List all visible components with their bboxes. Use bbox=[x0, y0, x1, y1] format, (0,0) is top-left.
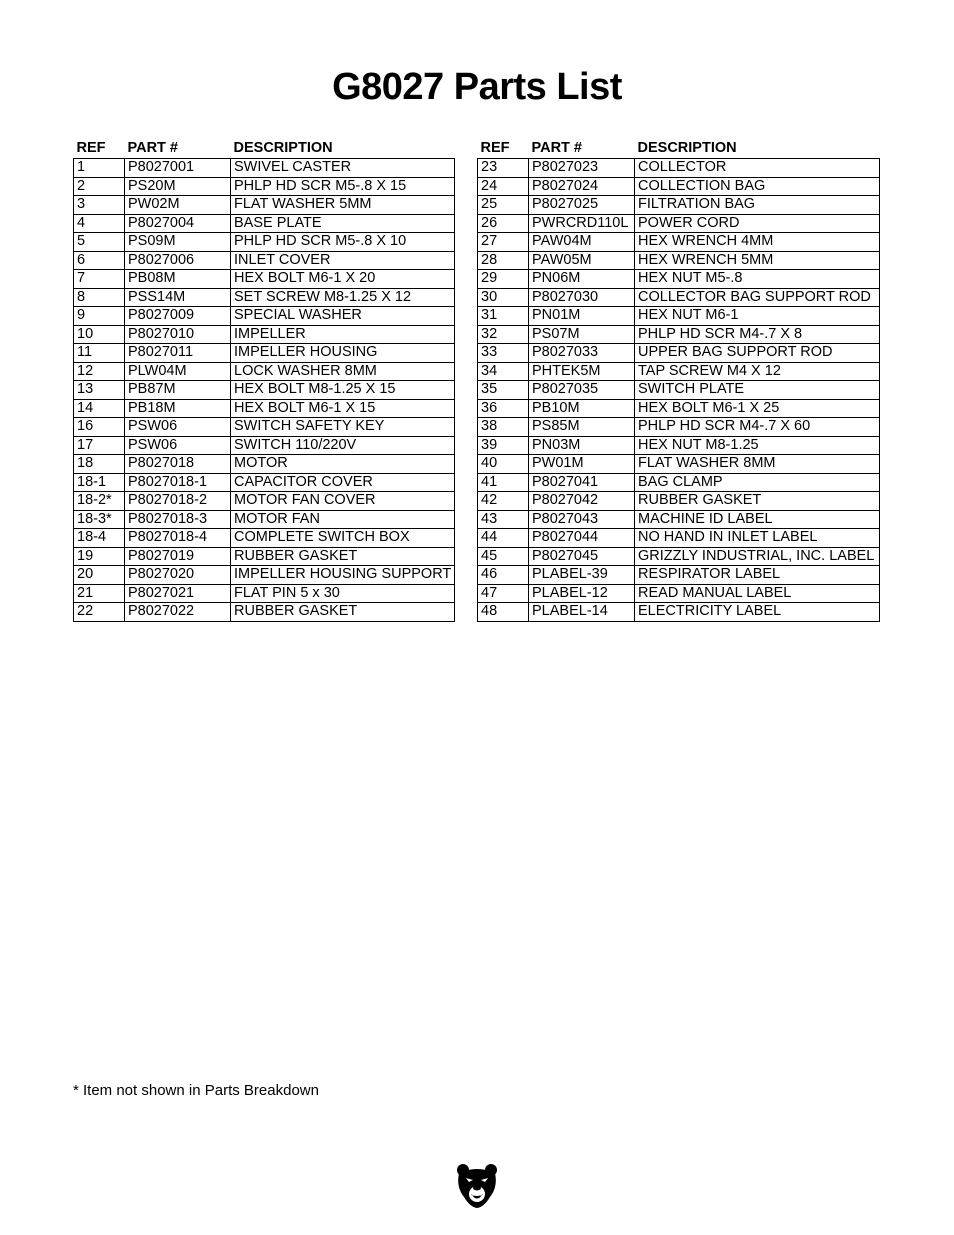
cell-description: MOTOR FAN bbox=[231, 510, 455, 529]
cell-ref: 28 bbox=[478, 251, 529, 270]
column-header-ref: REF bbox=[478, 139, 529, 159]
cell-description: HEX NUT M6-1 bbox=[635, 307, 880, 326]
table-row bbox=[74, 455, 455, 474]
table-row bbox=[74, 233, 455, 252]
column-header-part: PART # bbox=[125, 139, 231, 159]
table-row bbox=[74, 473, 455, 492]
cell-ref: 40 bbox=[478, 455, 529, 474]
cell-part-number: P8027018-4 bbox=[125, 529, 231, 548]
cell-part-number: P8027018-2 bbox=[125, 492, 231, 511]
table-row bbox=[74, 344, 455, 363]
cell-part-number: P8027042 bbox=[529, 492, 635, 511]
footnote: * Item not shown in Parts Breakdown bbox=[73, 1082, 319, 1099]
cell-ref: 39 bbox=[478, 436, 529, 455]
cell-description: HEX BOLT M6-1 X 15 bbox=[231, 399, 455, 418]
cell-part-number: P8027004 bbox=[125, 214, 231, 233]
cell-part-number: PB87M bbox=[125, 381, 231, 400]
cell-description: SWIVEL CASTER bbox=[231, 159, 455, 178]
cell-part-number: PLW04M bbox=[125, 362, 231, 381]
cell-part-number: PHTEK5M bbox=[529, 362, 635, 381]
cell-part-number: P8027021 bbox=[125, 584, 231, 603]
cell-ref: 30 bbox=[478, 288, 529, 307]
cell-part-number: P8027044 bbox=[529, 529, 635, 548]
cell-ref: 36 bbox=[478, 399, 529, 418]
table-row bbox=[478, 233, 880, 252]
cell-part-number: PN01M bbox=[529, 307, 635, 326]
cell-ref: 41 bbox=[478, 473, 529, 492]
cell-part-number: PS20M bbox=[125, 177, 231, 196]
cell-ref: 22 bbox=[74, 603, 125, 622]
cell-ref: 25 bbox=[478, 196, 529, 215]
cell-description: BASE PLATE bbox=[231, 214, 455, 233]
cell-description: PHLP HD SCR M5-.8 X 15 bbox=[231, 177, 455, 196]
table-row bbox=[478, 344, 880, 363]
cell-part-number: PN06M bbox=[529, 270, 635, 289]
cell-part-number: P8027019 bbox=[125, 547, 231, 566]
cell-ref: 38 bbox=[478, 418, 529, 437]
table-row bbox=[478, 547, 880, 566]
cell-part-number: PAW05M bbox=[529, 251, 635, 270]
cell-part-number: P8027022 bbox=[125, 603, 231, 622]
cell-ref: 26 bbox=[478, 214, 529, 233]
cell-part-number: P8027023 bbox=[529, 159, 635, 178]
cell-ref: 17 bbox=[74, 436, 125, 455]
cell-ref: 18-4 bbox=[74, 529, 125, 548]
table-row bbox=[74, 214, 455, 233]
cell-ref: 18-1 bbox=[74, 473, 125, 492]
cell-ref: 14 bbox=[74, 399, 125, 418]
cell-ref: 34 bbox=[478, 362, 529, 381]
table-row bbox=[74, 307, 455, 326]
cell-part-number: PB18M bbox=[125, 399, 231, 418]
cell-part-number: PW01M bbox=[529, 455, 635, 474]
cell-description: IMPELLER HOUSING bbox=[231, 344, 455, 363]
table-row bbox=[478, 584, 880, 603]
cell-ref: 9 bbox=[74, 307, 125, 326]
table-row bbox=[478, 159, 880, 178]
cell-ref: 16 bbox=[74, 418, 125, 437]
cell-ref: 2 bbox=[74, 177, 125, 196]
cell-ref: 45 bbox=[478, 547, 529, 566]
cell-ref: 4 bbox=[74, 214, 125, 233]
cell-description: RUBBER GASKET bbox=[231, 603, 455, 622]
table-row bbox=[74, 325, 455, 344]
table-header-row bbox=[478, 139, 880, 159]
cell-description: BAG CLAMP bbox=[635, 473, 880, 492]
cell-ref: 8 bbox=[74, 288, 125, 307]
cell-ref: 5 bbox=[74, 233, 125, 252]
cell-description: READ MANUAL LABEL bbox=[635, 584, 880, 603]
table-row bbox=[478, 251, 880, 270]
cell-ref: 35 bbox=[478, 381, 529, 400]
cell-description: CAPACITOR COVER bbox=[231, 473, 455, 492]
table-row bbox=[478, 307, 880, 326]
cell-ref: 27 bbox=[478, 233, 529, 252]
cell-ref: 23 bbox=[478, 159, 529, 178]
cell-part-number: PLABEL-14 bbox=[529, 603, 635, 622]
cell-description: FILTRATION BAG bbox=[635, 196, 880, 215]
table-row bbox=[478, 566, 880, 585]
cell-description: NO HAND IN INLET LABEL bbox=[635, 529, 880, 548]
cell-ref: 33 bbox=[478, 344, 529, 363]
table-row bbox=[74, 399, 455, 418]
cell-ref: 29 bbox=[478, 270, 529, 289]
parts-table-right bbox=[477, 139, 880, 622]
cell-part-number: P8027018-1 bbox=[125, 473, 231, 492]
parts-table-left bbox=[73, 139, 455, 622]
cell-ref: 7 bbox=[74, 270, 125, 289]
cell-description: COLLECTOR bbox=[635, 159, 880, 178]
column-header-description: DESCRIPTION bbox=[231, 139, 455, 159]
cell-description: RUBBER GASKET bbox=[231, 547, 455, 566]
cell-description: HEX BOLT M6-1 X 25 bbox=[635, 399, 880, 418]
cell-description: HEX WRENCH 5MM bbox=[635, 251, 880, 270]
cell-ref: 11 bbox=[74, 344, 125, 363]
cell-description: INLET COVER bbox=[231, 251, 455, 270]
cell-description: HEX NUT M8-1.25 bbox=[635, 436, 880, 455]
cell-part-number: P8027018 bbox=[125, 455, 231, 474]
cell-description: COMPLETE SWITCH BOX bbox=[231, 529, 455, 548]
cell-description: PHLP HD SCR M5-.8 X 10 bbox=[231, 233, 455, 252]
cell-part-number: PWRCRD110L bbox=[529, 214, 635, 233]
cell-ref: 3 bbox=[74, 196, 125, 215]
cell-description: MOTOR FAN COVER bbox=[231, 492, 455, 511]
cell-ref: 20 bbox=[74, 566, 125, 585]
page-title: G8027 Parts List bbox=[332, 66, 622, 108]
cell-description: TAP SCREW M4 X 12 bbox=[635, 362, 880, 381]
table-row bbox=[74, 436, 455, 455]
table-row bbox=[74, 288, 455, 307]
column-header-description: DESCRIPTION bbox=[635, 139, 880, 159]
cell-description: HEX WRENCH 4MM bbox=[635, 233, 880, 252]
table-row bbox=[478, 325, 880, 344]
table-row bbox=[478, 603, 880, 622]
cell-ref: 19 bbox=[74, 547, 125, 566]
cell-part-number: PSS14M bbox=[125, 288, 231, 307]
cell-description: SWITCH 110/220V bbox=[231, 436, 455, 455]
cell-description: SET SCREW M8-1.25 X 12 bbox=[231, 288, 455, 307]
table-row bbox=[74, 270, 455, 289]
cell-part-number: P8027030 bbox=[529, 288, 635, 307]
cell-description: FLAT WASHER 5MM bbox=[231, 196, 455, 215]
cell-part-number: P8027001 bbox=[125, 159, 231, 178]
table-row bbox=[478, 177, 880, 196]
table-row bbox=[74, 584, 455, 603]
table-row bbox=[478, 214, 880, 233]
cell-part-number: PLABEL-12 bbox=[529, 584, 635, 603]
table-row bbox=[74, 547, 455, 566]
column-header-part: PART # bbox=[529, 139, 635, 159]
cell-description: ELECTRICITY LABEL bbox=[635, 603, 880, 622]
table-row bbox=[478, 473, 880, 492]
cell-part-number: PAW04M bbox=[529, 233, 635, 252]
table-row bbox=[74, 603, 455, 622]
cell-part-number: PS85M bbox=[529, 418, 635, 437]
cell-description: SPECIAL WASHER bbox=[231, 307, 455, 326]
column-header-ref: REF bbox=[74, 139, 125, 159]
cell-ref: 46 bbox=[478, 566, 529, 585]
cell-ref: 21 bbox=[74, 584, 125, 603]
cell-description: HEX BOLT M6-1 X 20 bbox=[231, 270, 455, 289]
cell-ref: 1 bbox=[74, 159, 125, 178]
cell-ref: 47 bbox=[478, 584, 529, 603]
cell-ref: 10 bbox=[74, 325, 125, 344]
table-row bbox=[74, 418, 455, 437]
cell-description: GRIZZLY INDUSTRIAL, INC. LABEL bbox=[635, 547, 880, 566]
table-row bbox=[478, 196, 880, 215]
table-row bbox=[478, 381, 880, 400]
cell-description: PHLP HD SCR M4-.7 X 8 bbox=[635, 325, 880, 344]
cell-description: COLLECTOR BAG SUPPORT ROD bbox=[635, 288, 880, 307]
cell-part-number: PS07M bbox=[529, 325, 635, 344]
table-row bbox=[74, 510, 455, 529]
cell-description: IMPELLER bbox=[231, 325, 455, 344]
cell-description: POWER CORD bbox=[635, 214, 880, 233]
cell-part-number: P8027043 bbox=[529, 510, 635, 529]
cell-description: LOCK WASHER 8MM bbox=[231, 362, 455, 381]
cell-description: MACHINE ID LABEL bbox=[635, 510, 880, 529]
cell-ref: 31 bbox=[478, 307, 529, 326]
table-row bbox=[478, 270, 880, 289]
cell-part-number: P8027009 bbox=[125, 307, 231, 326]
cell-ref: 18 bbox=[74, 455, 125, 474]
table-row bbox=[478, 362, 880, 381]
table-row bbox=[478, 529, 880, 548]
cell-ref: 44 bbox=[478, 529, 529, 548]
cell-part-number: P8027045 bbox=[529, 547, 635, 566]
table-row bbox=[74, 251, 455, 270]
cell-part-number: P8027020 bbox=[125, 566, 231, 585]
cell-ref: 32 bbox=[478, 325, 529, 344]
cell-part-number: PN03M bbox=[529, 436, 635, 455]
cell-description: COLLECTION BAG bbox=[635, 177, 880, 196]
cell-part-number: PSW06 bbox=[125, 418, 231, 437]
cell-part-number: P8027018-3 bbox=[125, 510, 231, 529]
table-row bbox=[74, 529, 455, 548]
cell-ref: 13 bbox=[74, 381, 125, 400]
cell-part-number: PSW06 bbox=[125, 436, 231, 455]
cell-description: HEX NUT M5-.8 bbox=[635, 270, 880, 289]
cell-description: HEX BOLT M8-1.25 X 15 bbox=[231, 381, 455, 400]
cell-ref: 6 bbox=[74, 251, 125, 270]
table-header-row bbox=[74, 139, 455, 159]
table-row bbox=[478, 288, 880, 307]
cell-part-number: P8027024 bbox=[529, 177, 635, 196]
cell-part-number: P8027010 bbox=[125, 325, 231, 344]
cell-description: FLAT PIN 5 x 30 bbox=[231, 584, 455, 603]
cell-description: UPPER BAG SUPPORT ROD bbox=[635, 344, 880, 363]
table-row bbox=[74, 362, 455, 381]
cell-part-number: P8027006 bbox=[125, 251, 231, 270]
table-row bbox=[74, 492, 455, 511]
cell-part-number: P8027025 bbox=[529, 196, 635, 215]
table-row bbox=[478, 455, 880, 474]
table-row bbox=[74, 177, 455, 196]
table-row bbox=[478, 492, 880, 511]
cell-part-number: P8027035 bbox=[529, 381, 635, 400]
cell-ref: 18-2* bbox=[74, 492, 125, 511]
cell-part-number: P8027041 bbox=[529, 473, 635, 492]
cell-description: IMPELLER HOUSING SUPPORT bbox=[231, 566, 455, 585]
cell-part-number: PLABEL-39 bbox=[529, 566, 635, 585]
cell-ref: 12 bbox=[74, 362, 125, 381]
cell-description: RESPIRATOR LABEL bbox=[635, 566, 880, 585]
cell-description: RUBBER GASKET bbox=[635, 492, 880, 511]
cell-part-number: PB08M bbox=[125, 270, 231, 289]
cell-description: SWITCH SAFETY KEY bbox=[231, 418, 455, 437]
cell-ref: 48 bbox=[478, 603, 529, 622]
cell-description: SWITCH PLATE bbox=[635, 381, 880, 400]
cell-ref: 42 bbox=[478, 492, 529, 511]
table-row bbox=[74, 159, 455, 178]
cell-part-number: PW02M bbox=[125, 196, 231, 215]
bear-head-icon bbox=[456, 1163, 498, 1209]
cell-ref: 18-3* bbox=[74, 510, 125, 529]
table-row bbox=[74, 381, 455, 400]
table-row bbox=[478, 418, 880, 437]
cell-part-number: PS09M bbox=[125, 233, 231, 252]
cell-description: PHLP HD SCR M4-.7 X 60 bbox=[635, 418, 880, 437]
cell-description: FLAT WASHER 8MM bbox=[635, 455, 880, 474]
cell-part-number: P8027033 bbox=[529, 344, 635, 363]
table-row bbox=[478, 510, 880, 529]
cell-ref: 24 bbox=[478, 177, 529, 196]
table-row bbox=[478, 399, 880, 418]
cell-part-number: PB10M bbox=[529, 399, 635, 418]
table-row bbox=[74, 196, 455, 215]
cell-ref: 43 bbox=[478, 510, 529, 529]
table-row bbox=[74, 566, 455, 585]
cell-description: MOTOR bbox=[231, 455, 455, 474]
table-row bbox=[478, 436, 880, 455]
cell-part-number: P8027011 bbox=[125, 344, 231, 363]
